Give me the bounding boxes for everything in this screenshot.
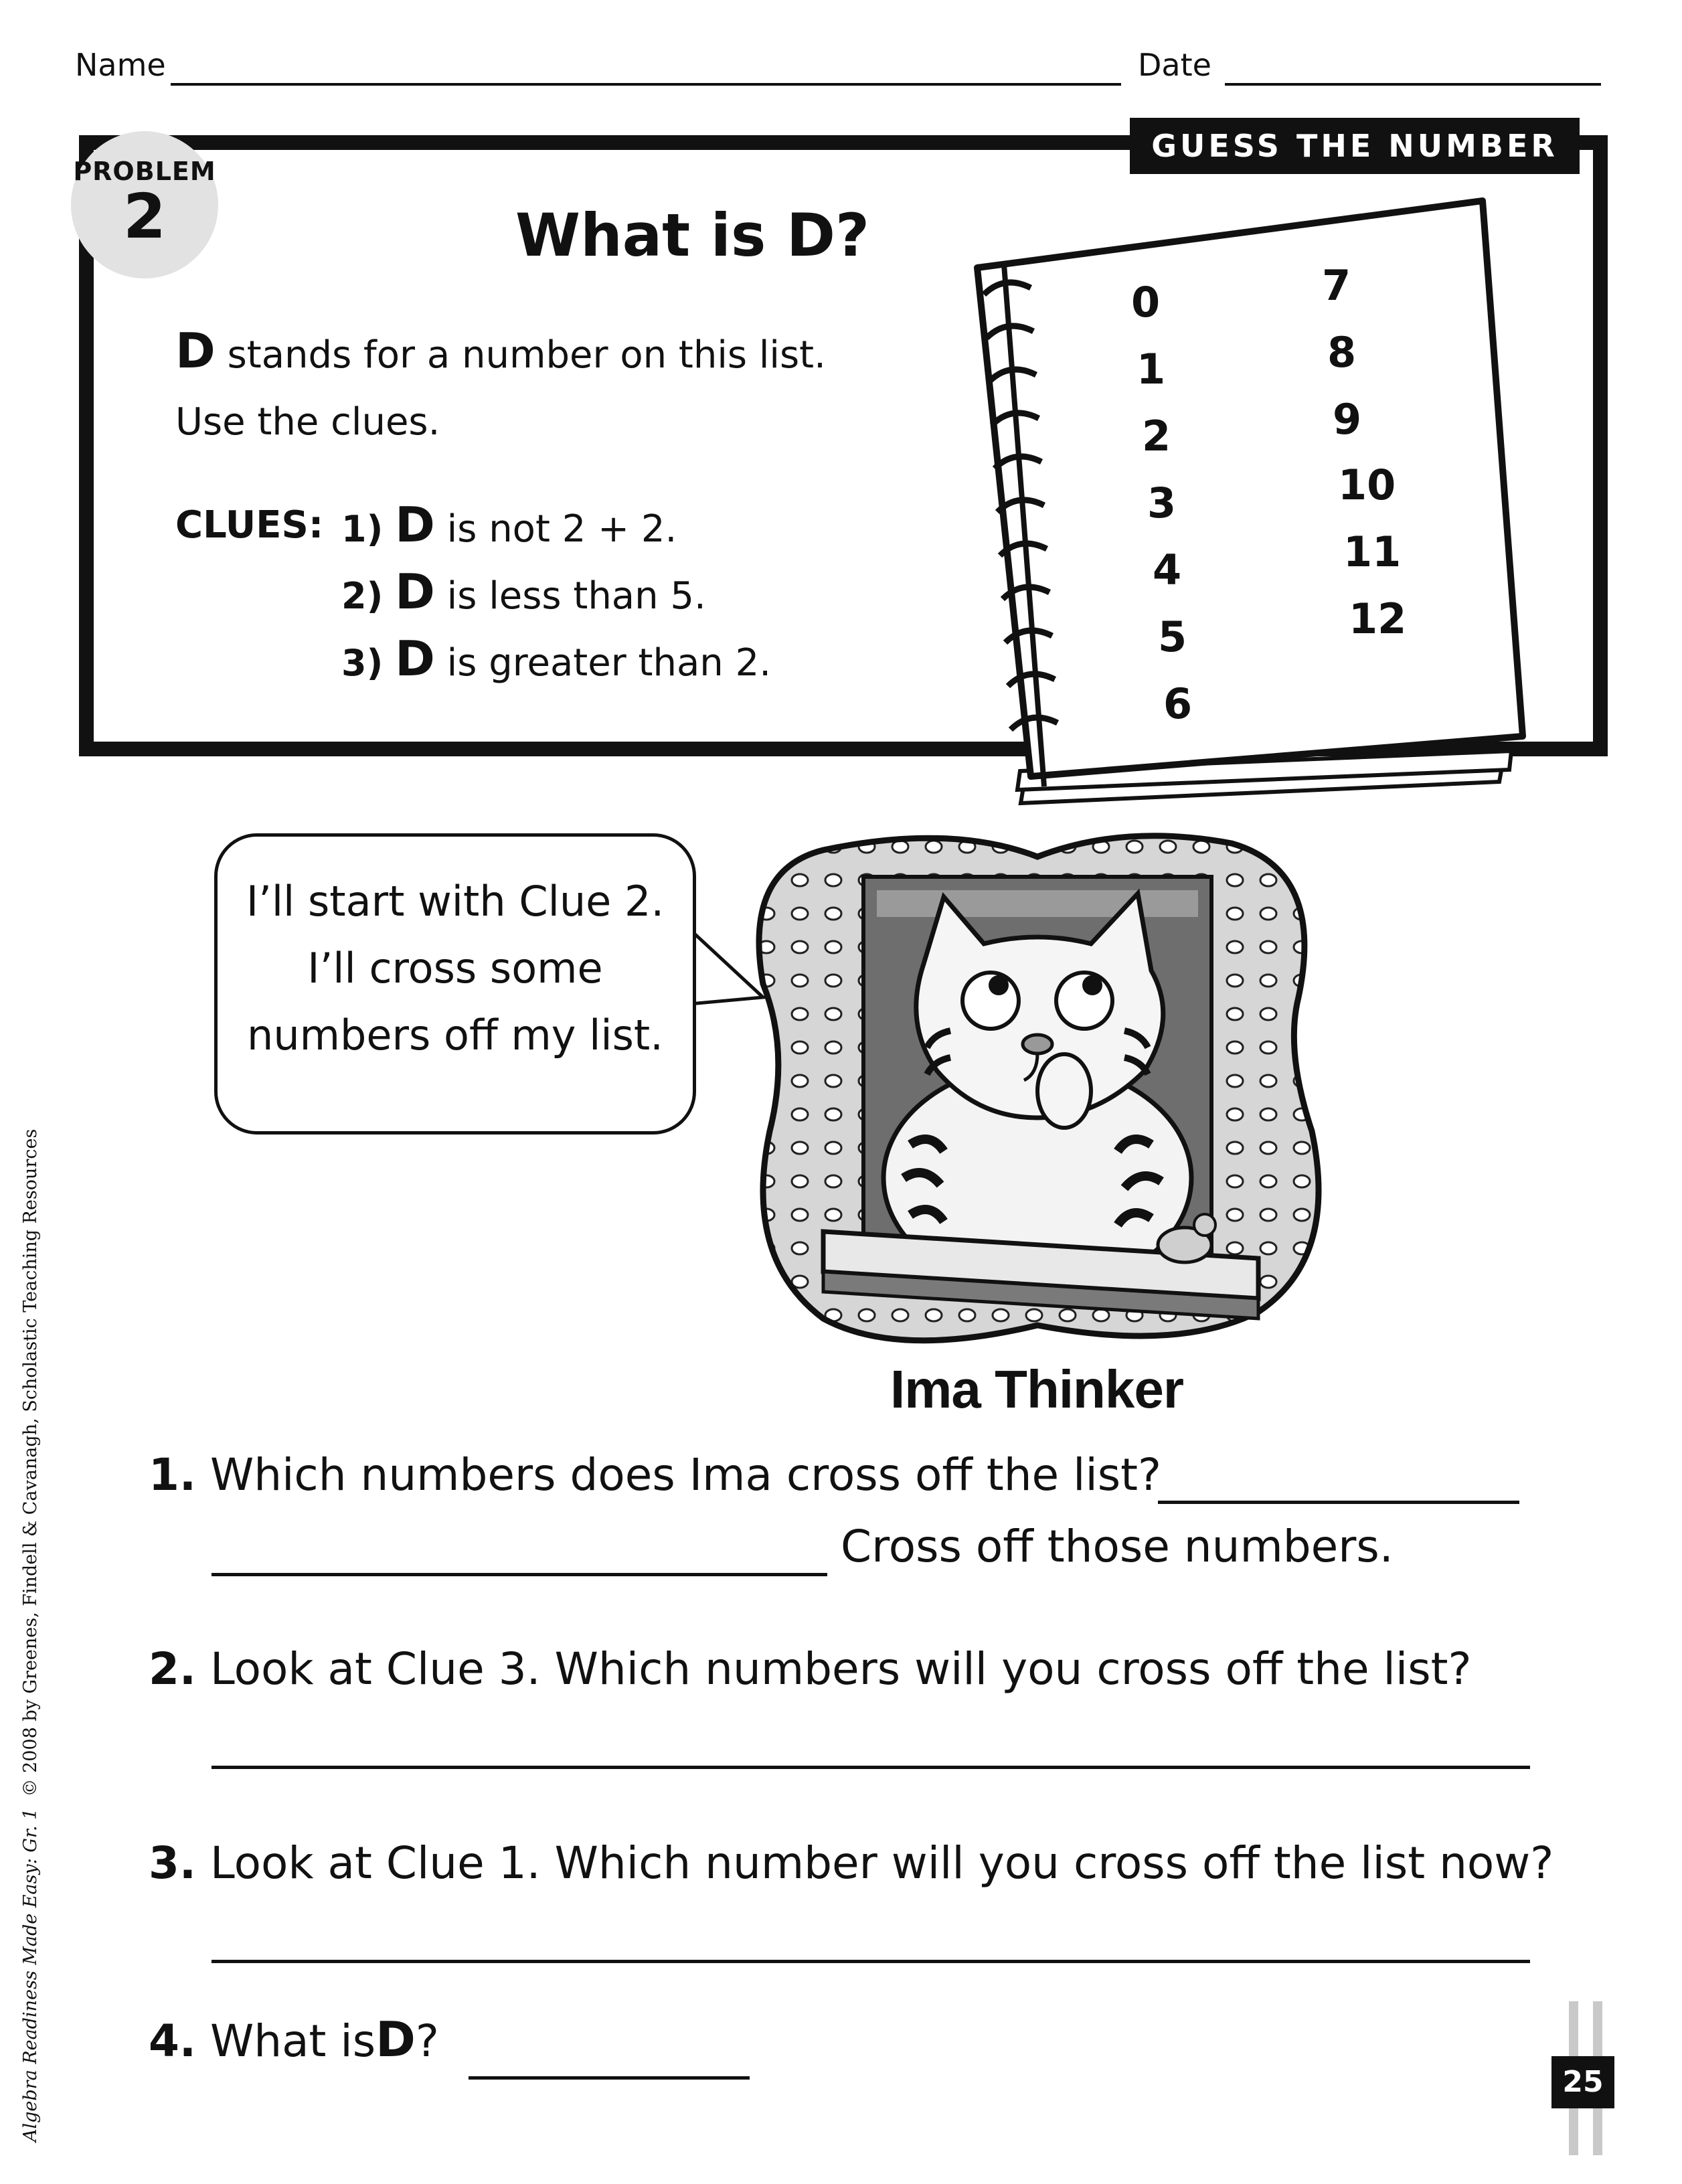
answer-line[interactable] xyxy=(212,1766,1530,1769)
date-label: Date xyxy=(1138,47,1211,83)
question-number: 1. xyxy=(149,1449,196,1501)
variable-d: D xyxy=(395,631,435,687)
name-field[interactable] xyxy=(171,83,1121,86)
problem-intro xyxy=(175,323,826,379)
variable-d: D xyxy=(175,323,216,379)
list-number: 3 xyxy=(1147,479,1177,527)
list-number: 11 xyxy=(1343,527,1402,576)
variable-d: D xyxy=(375,2011,416,2068)
spiral-notebook-icon xyxy=(964,194,1539,823)
list-number: 2 xyxy=(1142,412,1171,460)
list-number: 10 xyxy=(1338,460,1396,509)
list-number: 4 xyxy=(1153,545,1182,594)
question-number: 3. xyxy=(149,1837,196,1889)
question-1-followup: Cross off those numbers. xyxy=(841,1521,1394,1572)
credit-text: © 2008 by Greenes, Findell & Cavanagh, Scholastic Teaching Resources xyxy=(20,1128,41,1797)
question-4 xyxy=(149,2011,439,2068)
speech-line: I’ll cross some xyxy=(307,944,603,993)
question-3 xyxy=(149,1837,1553,1889)
question-text: Look at Clue 3. Which numbers will you cross off the list? xyxy=(209,1643,1472,1695)
list-number: 0 xyxy=(1131,278,1161,327)
question-text: Look at Clue 1. Which number will you cross off the list now? xyxy=(209,1837,1554,1889)
problem-instruction: Use the clues. xyxy=(175,400,440,444)
clue-item xyxy=(341,631,771,687)
question-number: 4. xyxy=(149,2015,196,2067)
list-number: 1 xyxy=(1137,345,1166,394)
date-field[interactable] xyxy=(1225,83,1601,86)
problem-type-banner: GUESS THE NUMBER xyxy=(1130,118,1580,174)
clue-item xyxy=(341,564,706,620)
list-number: 5 xyxy=(1158,612,1187,661)
question-1 xyxy=(149,1449,1161,1501)
spiral-notebook xyxy=(964,194,1539,823)
question-text: What is xyxy=(209,2015,376,2067)
variable-d: D xyxy=(395,564,435,620)
answer-line[interactable] xyxy=(212,1573,827,1576)
clues-label: CLUES: xyxy=(175,503,324,547)
list-number: 6 xyxy=(1163,679,1193,728)
clue-item xyxy=(341,497,677,553)
clue-text: is less than 5. xyxy=(446,574,706,618)
list-number: 9 xyxy=(1333,395,1362,444)
speech-line: numbers off my list. xyxy=(247,1011,663,1060)
problem-badge xyxy=(71,131,218,278)
answer-line[interactable] xyxy=(1158,1501,1519,1504)
problem-intro-text: stands for a number on this list. xyxy=(227,333,826,377)
problem-title: What is D? xyxy=(515,201,870,270)
copyright-credit xyxy=(20,1128,41,2142)
question-number: 2. xyxy=(149,1643,196,1695)
clue-text: is not 2 + 2. xyxy=(446,507,677,551)
problem-badge-label: PROBLEM xyxy=(73,157,216,186)
clue-number: 2) xyxy=(341,575,384,617)
list-number: 7 xyxy=(1322,261,1351,310)
question-2 xyxy=(149,1643,1472,1695)
answer-line[interactable] xyxy=(469,2076,750,2080)
question-text: Which numbers does Ima cross off the list? xyxy=(209,1449,1162,1501)
list-number: 12 xyxy=(1349,594,1407,643)
illustration-caption: Ima Thinker xyxy=(890,1359,1184,1419)
variable-d: D xyxy=(395,497,435,553)
clue-number: 3) xyxy=(341,642,384,684)
problem-badge-number: 2 xyxy=(122,181,166,252)
cat-thinking-icon xyxy=(750,830,1325,1359)
clue-text: is greater than 2. xyxy=(446,641,772,685)
name-label: Name xyxy=(75,47,166,83)
page-number: 25 xyxy=(1562,2065,1604,2099)
list-number: 8 xyxy=(1327,328,1357,377)
answer-line[interactable] xyxy=(212,1960,1530,1963)
clue-number: 1) xyxy=(341,508,384,550)
speech-line: I’ll start with Clue 2. xyxy=(246,877,665,926)
credit-title: Algebra Readiness Made Easy: Gr. 1 xyxy=(20,1808,41,2142)
question-text: ? xyxy=(415,2015,439,2067)
